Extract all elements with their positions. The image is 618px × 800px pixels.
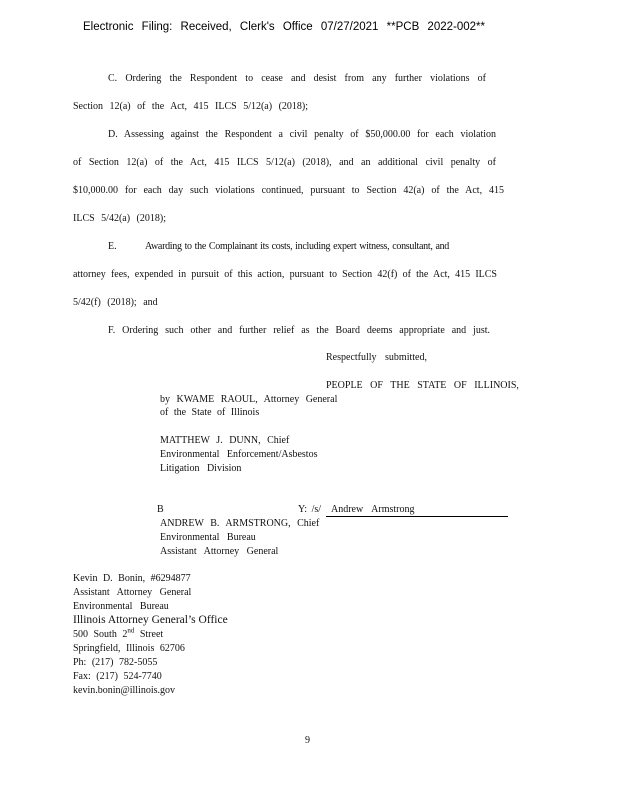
email-link[interactable]: kevin.bonin@illinois.gov bbox=[73, 685, 175, 696]
dunn-title-2: Litigation Division bbox=[160, 463, 242, 474]
by-attorney-general-line-2: of the State of Illinois bbox=[160, 407, 260, 418]
armstrong-name: ANDREW B. ARMSTRONG, Chief bbox=[160, 518, 320, 529]
office-name: Illinois Attorney General’s Office bbox=[73, 614, 228, 626]
contact-city: Springfield, Illinois 62706 bbox=[73, 643, 185, 654]
paragraph-e-line-2: attorney fees, expended in pursuit of this action, pursuant to Section 42(f) of the Act, 415 ILCS bbox=[73, 269, 497, 280]
page-number: 9 bbox=[305, 735, 310, 746]
paragraph-e-label: E. bbox=[108, 241, 117, 252]
contact-name: Kevin D. Bonin, #6294877 bbox=[73, 573, 191, 584]
contact-email[interactable] bbox=[73, 685, 175, 697]
respectfully-submitted: Respectfully submitted, bbox=[326, 352, 427, 363]
filing-header: Electronic Filing: Received, Clerk's Office 07/27/2021 **PCB 2022-002** bbox=[83, 21, 485, 33]
paragraph-e-line-1: Awarding to the Complainant its costs, including expert witness, consultant, and bbox=[145, 241, 449, 252]
contact-phone: Ph: (217) 782-5055 bbox=[73, 657, 158, 668]
paragraph-d-line-4: ILCS 5/42(a) (2018); bbox=[73, 213, 166, 224]
by-attorney-general-line-1: by KWAME RAOUL, Attorney General bbox=[160, 394, 338, 405]
dunn-title-1: Environmental Enforcement/Asbestos bbox=[160, 449, 318, 460]
dunn-name: MATTHEW J. DUNN, Chief bbox=[160, 435, 290, 446]
street-suffix: Street bbox=[134, 629, 164, 640]
contact-title-1: Assistant Attorney General bbox=[73, 587, 192, 598]
street-number: 500 South 2 bbox=[73, 629, 128, 640]
paragraph-c-line-1: C. Ordering the Respondent to cease and desist from any further violations of bbox=[108, 73, 486, 84]
paragraph-e-line-3: 5/42(f) (2018); and bbox=[73, 297, 158, 308]
armstrong-title-2: Assistant Attorney General bbox=[160, 546, 279, 557]
armstrong-title-1: Environmental Bureau bbox=[160, 532, 256, 543]
people-of-illinois: PEOPLE OF THE STATE OF ILLINOIS, bbox=[326, 380, 519, 391]
contact-title-2: Environmental Bureau bbox=[73, 601, 169, 612]
paragraph-f-line-1: F. Ordering such other and further relief as the Board deems appropriate and just. bbox=[108, 325, 490, 336]
signature-line bbox=[326, 516, 508, 517]
contact-fax: Fax: (217) 524-7740 bbox=[73, 671, 162, 682]
contact-street bbox=[73, 626, 164, 641]
by-y-text: Y: /s/ bbox=[298, 504, 322, 515]
electronic-signature: Andrew Armstrong bbox=[331, 504, 415, 515]
paragraph-d-line-1: D. Assessing against the Respondent a civil penalty of $50,000.00 for each violation bbox=[108, 129, 496, 140]
paragraph-d-line-3: $10,000.00 for each day such violations continued, pursuant to Section 42(a) of the Act, 415 bbox=[73, 185, 504, 196]
paragraph-d-line-2: of Section 12(a) of the Act, 415 ILCS 5/12(a) (2018), and an additional civil penalty of bbox=[73, 157, 496, 168]
paragraph-c-line-2: Section 12(a) of the Act, 415 ILCS 5/12(a) (2018); bbox=[73, 101, 309, 112]
by-b-letter: B bbox=[157, 504, 164, 515]
street-ordinal: nd bbox=[127, 626, 135, 635]
